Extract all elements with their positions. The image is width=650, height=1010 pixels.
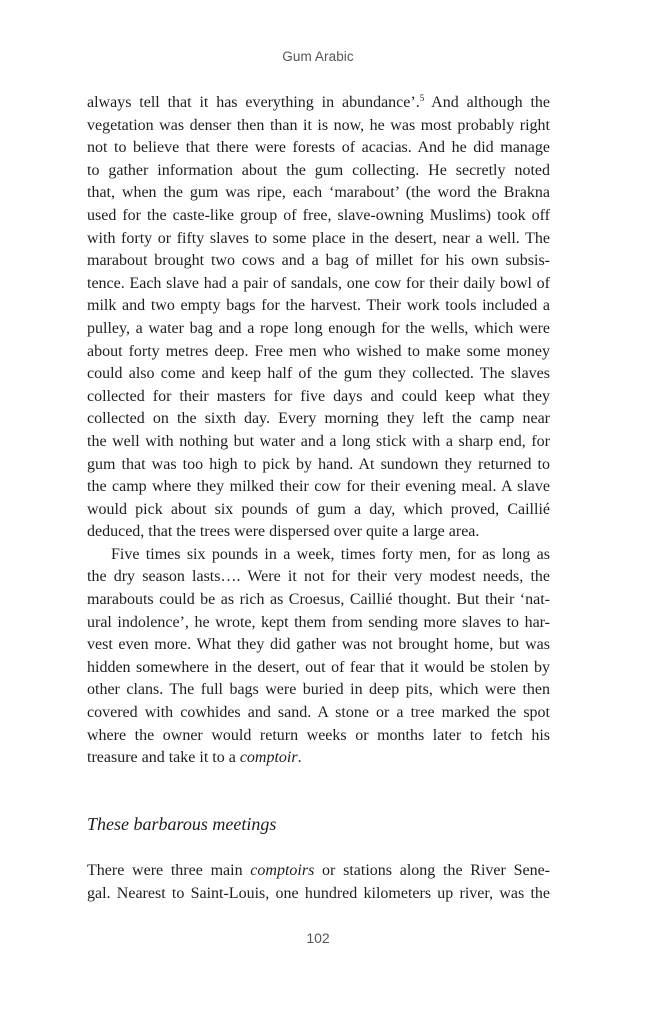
text-line: hidden somewhere in the desert, out of fear that it would be stolen by <box>87 658 550 676</box>
text-line-content: And although the <box>424 94 550 111</box>
text-line: collected for their masters for five days and could keep what they <box>87 387 550 405</box>
text-line: with forty or fifty slaves to some place in the desert, near a well. The <box>87 229 550 247</box>
page-number: 102 <box>306 930 330 946</box>
text-line: milk and two empty bags for the harvest. Their work tools included a <box>87 297 550 315</box>
text-line: ural indolence’, he wrote, kept them from sending more slaves to har- <box>87 613 550 631</box>
text-line: where the owner would return weeks or months later to fetch his <box>87 726 550 744</box>
text-line: the well with nothing but water and a long stick with a sharp end, for <box>87 432 550 450</box>
italic-term: comptoir <box>239 749 298 767</box>
text-line: vegetation was denser then than it is now, he was most probably right <box>87 116 550 134</box>
text-line: could also come and keep half of the gum they collected. The slaves <box>87 365 550 383</box>
text-line: not to believe that there were forests of acacias. And he did manage <box>87 139 550 157</box>
text-line <box>87 860 550 883</box>
text-line <box>87 747 550 770</box>
text-line: pulley, a water bag and a rope long enough for the wells, which were <box>87 319 550 337</box>
text-line: the camp where they milked their cow for their evening meal. A slave <box>87 478 550 496</box>
text-line: collected on the sixth day. Every morning they left the camp near <box>87 410 550 428</box>
text-line: tence. Each slave had a pair of sandals, one cow for their daily bowl of <box>87 274 550 292</box>
text-line: used for the caste-like group of free, slave-owning Muslims) took off <box>87 206 550 224</box>
section-text <box>87 860 550 905</box>
text-line: marabout brought two cows and a bag of millet for his own subsis- <box>87 252 550 270</box>
text-line-content: always tell that it has everything in abundance’. <box>87 94 420 111</box>
footnote-marker: 5 <box>419 93 425 103</box>
main-text <box>87 92 550 770</box>
text-line <box>87 92 550 115</box>
text-line: vest even more. What they did gather was not brought home, but was <box>87 636 550 654</box>
text-line: deduced, that the trees were dispersed over quite a large area. <box>87 523 480 541</box>
text-line-content: There were three main <box>87 862 251 879</box>
text-line-content: . <box>297 749 302 767</box>
text-line: would pick about six pounds of gum a day, which proved, Caillié <box>87 500 550 518</box>
text-line: about forty metres deep. Free men who wished to make some money <box>87 342 550 360</box>
text-line: to gather information about the gum collecting. He secretly noted <box>87 161 550 179</box>
running-head: Gum Arabic <box>282 49 354 64</box>
section-heading: These barbarous meetings <box>87 814 277 834</box>
text-line: gal. Nearest to Saint-Louis, one hundred kilometers up river, was the <box>87 884 550 902</box>
text-line: covered with cowhides and sand. A stone or a tree marked the spot <box>87 704 550 722</box>
text-line: that, when the gum was ripe, each ‘marabout’ (the word the Brakna <box>87 184 550 202</box>
italic-term: comptoirs <box>250 862 315 879</box>
text-line: Five times six pounds in a week, times forty men, for as long as <box>111 545 550 563</box>
text-line-content: treasure and take it to a <box>87 749 240 767</box>
text-line: gum that was too high to pick by hand. At sundown they returned to <box>87 455 550 473</box>
text-line: other clans. The full bags were buried in deep pits, which were then <box>87 681 550 699</box>
text-line: marabouts could be as rich as Croesus, Caillié thought. But their ‘nat- <box>87 591 550 609</box>
text-line-content: or stations along the River Sene- <box>314 862 550 879</box>
text-line: the dry season lasts…. Were it not for their very modest needs, the <box>87 568 550 586</box>
